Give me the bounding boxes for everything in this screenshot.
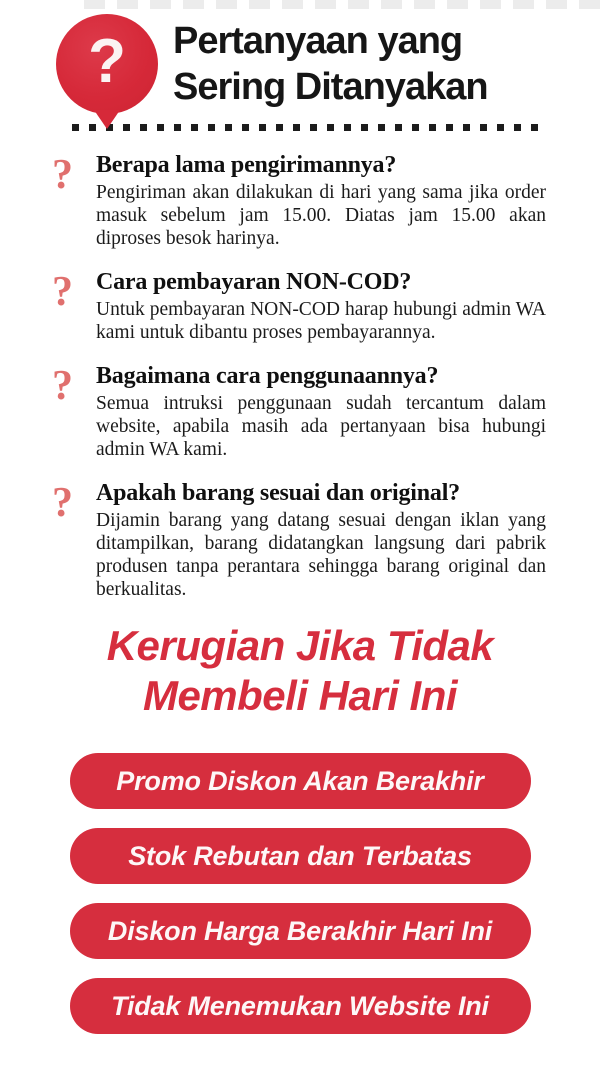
faq-answer: Pengiriman akan dilakukan di hari yang sama jika order masuk sebelum jam 15.00. Diatas jam 15.00 akan diproses besok harinya.	[96, 181, 546, 249]
faq-answer: Semua intruksi penggunaan sudah tercantum dalam website, apabila masih ada pertanyaan bisa hubungi admin WA kami.	[96, 392, 546, 460]
faq-question: Cara pembayaran NON-COD?	[96, 268, 412, 295]
loss-heading-line-1: Kerugian Jika Tidak	[106, 621, 494, 669]
faq-question: Bagaimana cara penggunaannya?	[96, 362, 439, 389]
faq-item-body	[96, 481, 546, 601]
cta-button-list	[0, 753, 600, 1034]
loss-heading	[0, 621, 600, 722]
faq-item-usage	[52, 364, 546, 461]
faq-question: Berapa lama pengirimannya?	[96, 152, 397, 178]
limited-stock-button[interactable]: Stok Rebutan dan Terbatas	[70, 828, 531, 884]
faq-list	[52, 153, 546, 601]
faq-question: Apakah barang sesuai dan original?	[96, 479, 460, 506]
faq-item-body	[96, 364, 546, 461]
faq-answer: Dijamin barang yang datang sesuai dengan iklan yang ditampilkan, barang didatangkan langsung dari pabrik produsen tanpa perantara sehingga barang original dan berkualitas.	[96, 509, 546, 600]
question-bubble-icon	[56, 14, 158, 114]
top-dashed-border	[84, 0, 600, 9]
faq-item-body	[96, 153, 546, 250]
faq-item-body	[96, 270, 546, 344]
loss-heading-line-2: Membeli Hari Ini	[142, 672, 458, 720]
page-title	[173, 18, 488, 111]
question-mark-icon: ?	[52, 268, 73, 315]
page-title-line-1: Pertanyaan yang	[173, 19, 463, 62]
faq-item-payment	[52, 270, 546, 344]
faq-item-shipping	[52, 153, 546, 250]
question-mark-icon: ?	[52, 152, 73, 198]
faq-answer: Untuk pembayaran NON-COD harap hubungi admin WA kami untuk dibantu proses pembayarannya.	[96, 298, 546, 343]
faq-item-originality	[52, 481, 546, 601]
dashed-divider	[72, 124, 548, 131]
promo-ends-button[interactable]: Promo Diskon Akan Berakhir	[70, 753, 531, 809]
header	[0, 0, 600, 114]
wont-find-website-button[interactable]: Tidak Menemukan Website Ini	[70, 978, 531, 1034]
question-mark-icon: ?	[52, 362, 73, 409]
discount-ends-today-button[interactable]: Diskon Harga Berakhir Hari Ini	[70, 903, 531, 959]
question-glyph: ?	[88, 27, 126, 96]
page-title-line-2: Sering Ditanyakan	[173, 66, 488, 108]
question-mark-icon: ?	[52, 479, 73, 526]
